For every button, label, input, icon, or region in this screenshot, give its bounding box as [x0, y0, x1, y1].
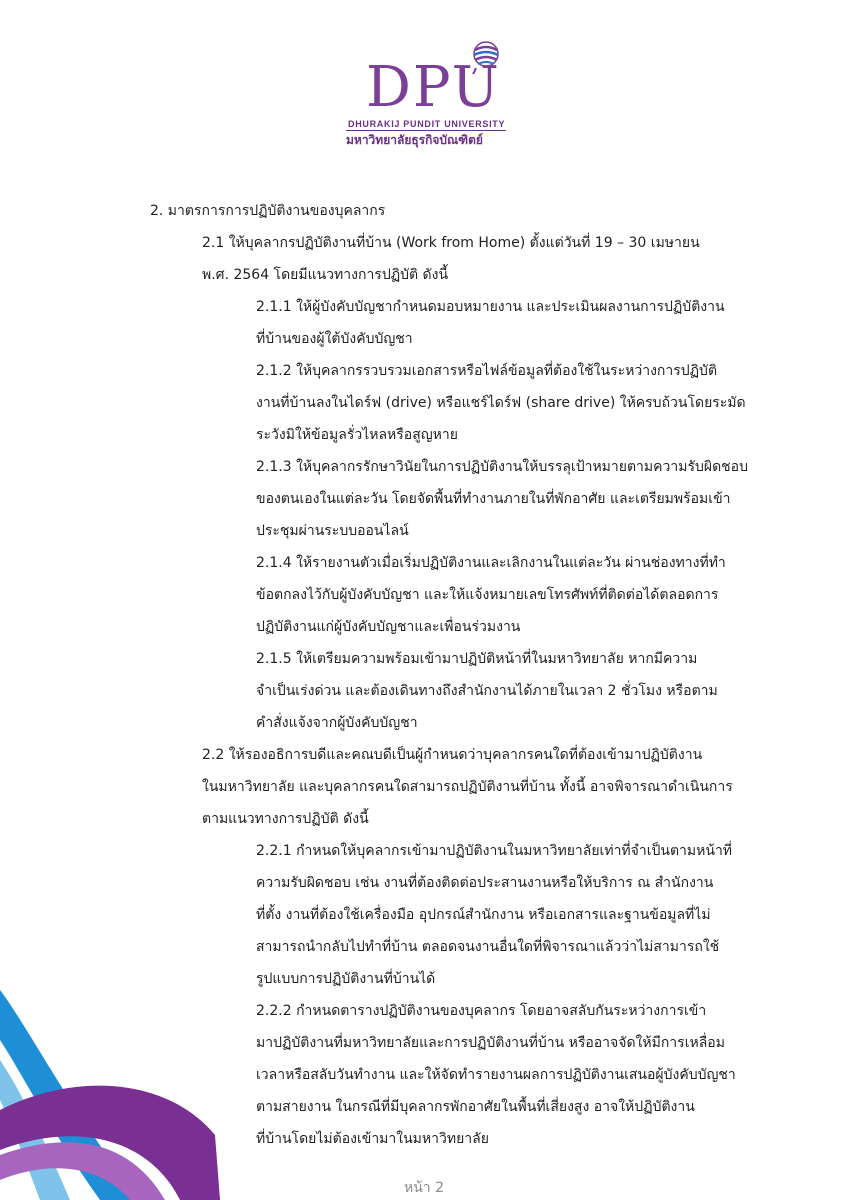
item-2-1-3-line: ของตนเองในแต่ละวัน โดยจัดพื้นที่ทำงานภายในที่พักอาศัย และเตรียมพร้อมเข้า — [256, 491, 731, 507]
item-2-1-5-line: คำสั่งแจ้งจากผู้บังคับบัญชา — [256, 715, 418, 731]
item-2-1-3-line: ประชุมผ่านระบบออนไลน์ — [256, 523, 409, 539]
item-2-2-2-line: เวลาหรือสลับวันทำงาน และให้จัดทำรายงานผลการปฏิบัติงานเสนอผู้บังคับบัญชา — [256, 1067, 736, 1083]
item-2-2-2-line: มาปฏิบัติงานที่มหาวิทยาลัยและการปฏิบัติงานที่บ้าน หรืออาจจัดให้มีการเหลื่อม — [256, 1035, 725, 1051]
paragraph-2-2-line: 2.2 ให้รองอธิการบดีและคณบดีเป็นผู้กำหนดว่าบุคลากรคนใดที่ต้องเข้ามาปฏิบัติงาน — [202, 747, 703, 763]
item-2-1-4-line: ข้อตกลงไว้กับผู้บังคับบัญชา และให้แจ้งหมายเลขโทรศัพท์ที่ติดต่อได้ตลอดการ — [256, 587, 719, 603]
item-2-1-2-line: งานที่บ้านลงในไดร์ฟ (drive) หรือแชร์ไดร์ฟ (share drive) ให้ครบถ้วนโดยระมัด — [256, 395, 746, 411]
logo-english-name: DHURAKIJ PUNDIT UNIVERSITY — [348, 119, 506, 129]
item-2-1-4-line: 2.1.4 ให้รายงานตัวเมื่อเริ่มปฏิบัติงานและเลิกงานในแต่ละวัน ผ่านช่องทางที่ทำ — [256, 555, 726, 571]
logo-wordmark: DPU — [366, 55, 501, 120]
item-2-2-2-line: 2.2.2 กำหนดตารางปฏิบัติงานของบุคลากร โดยอาจสลับกันระหว่างการเข้า — [256, 1003, 707, 1019]
item-2-1-2-line: ระวังมิให้ข้อมูลรั่วไหลหรือสูญหาย — [256, 427, 458, 443]
item-2-1-3-line: 2.1.3 ให้บุคลากรรักษาวินัยในการปฏิบัติงานให้บรรลุเป้าหมายตามความรับผิดชอบ — [256, 459, 748, 475]
paragraph-2-2-line: ในมหาวิทยาลัย และบุคลากรคนใดสามารถปฏิบัติงานที่บ้าน ทั้งนี้ อาจพิจารณาดำเนินการ — [202, 779, 733, 795]
item-2-1-1-line: 2.1.1 ให้ผู้บังคับบัญชากำหนดมอบหมายงาน และประเมินผลงานการปฏิบัติงาน — [256, 299, 725, 315]
item-2-1-4-line: ปฏิบัติงานแก่ผู้บังคับบัญชาและเพื่อนร่วมงาน — [256, 619, 521, 635]
section-heading: 2. มาตรการการปฏิบัติงานของบุคลากร — [150, 203, 386, 219]
paragraph-2-1-line: 2.1 ให้บุคลากรปฏิบัติงานที่บ้าน (Work from Home) ตั้งแต่วันที่ 19 – 30 เมษายน — [202, 235, 700, 251]
paragraph-2-2-line: ตามแนวทางการปฏิบัติ ดังนี้ — [202, 811, 369, 827]
item-2-2-2-line: ตามสายงาน ในกรณีที่มีบุคลากรพักอาศัยในพื้นที่เสี่ยงสูง อาจให้ปฏิบัติงาน — [256, 1099, 695, 1115]
logo-thai-name: มหาวิทยาลัยธุรกิจบัณฑิตย์ — [346, 133, 483, 147]
item-2-1-1-line: ที่บ้านของผู้ใต้บังคับบัญชา — [256, 331, 413, 347]
item-2-2-1-line: รูปแบบการปฏิบัติงานที่บ้านได้ — [256, 971, 436, 987]
paragraph-2-1-line: พ.ศ. 2564 โดยมีแนวทางการปฏิบัติ ดังนี้ — [202, 267, 449, 283]
item-2-2-1-line: ความรับผิดชอบ เช่น งานที่ต้องติดต่อประสานงานหรือให้บริการ ณ สำนักงาน — [256, 875, 714, 891]
dpu-logo — [340, 38, 520, 150]
item-2-1-5-line: 2.1.5 ให้เตรียมความพร้อมเข้ามาปฏิบัติหน้าที่ในมหาวิทยาลัย หากมีความ — [256, 651, 698, 667]
page-number: หน้า 2 — [403, 1180, 445, 1196]
item-2-2-1-line: สามารถนำกลับไปทำที่บ้าน ตลอดจนงานอื่นใดที่พิจารณาแล้วว่าไม่สามารถใช้ — [256, 939, 720, 955]
item-2-2-2-line: ที่บ้านโดยไม่ต้องเข้ามาในมหาวิทยาลัย — [256, 1131, 489, 1147]
decorative-ribbon — [0, 990, 240, 1200]
item-2-2-1-line: ที่ตั้ง งานที่ต้องใช้เครื่องมือ อุปกรณ์สำนักงาน หรือเอกสารและฐานข้อมูลที่ไม่ — [256, 907, 711, 923]
item-2-1-5-line: จำเป็นเร่งด่วน และต้องเดินทางถึงสำนักงานได้ภายในเวลา 2 ชั่วโมง หรือตาม — [256, 683, 718, 699]
item-2-1-2-line: 2.1.2 ให้บุคลากรรวบรวมเอกสารหรือไฟล์ข้อมูลที่ต้องใช้ในระหว่างการปฏิบัติ — [256, 363, 718, 379]
item-2-2-1-line: 2.2.1 กำหนดให้บุคลากรเข้ามาปฏิบัติงานในมหาวิทยาลัยเท่าที่จำเป็นตามหน้าที่ — [256, 843, 733, 859]
